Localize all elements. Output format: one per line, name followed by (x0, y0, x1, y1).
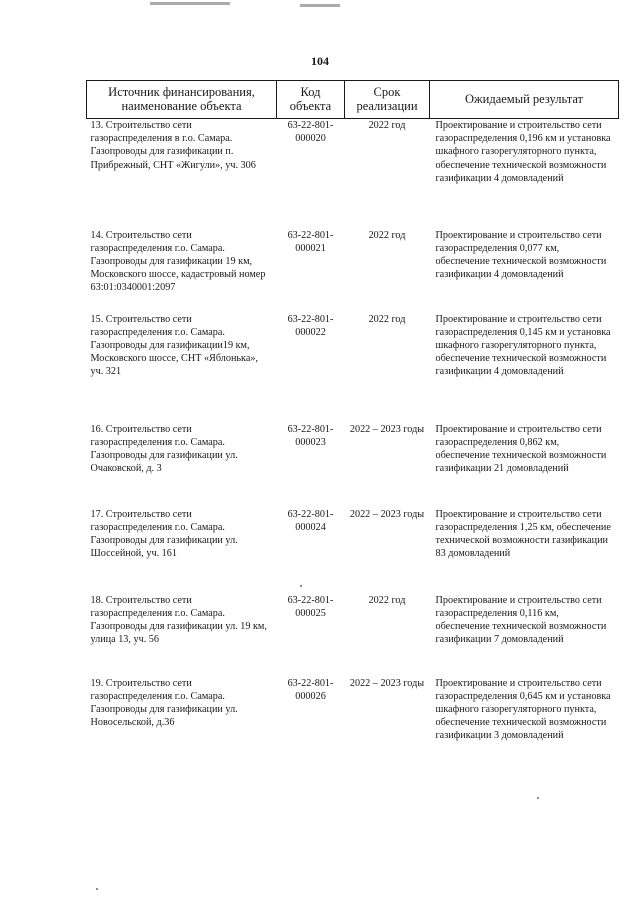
cell-source: 13. Строительство сети газораспределения в г.о. Самара. Газопроводы для газификации п. Прибрежный, СНТ «Жигули», уч. 306 (90, 120, 256, 171)
cell-result: Проектирование и строительство сети газораспределения 0,145 км и установка шкафного газорегуляторного пункта, обеспечение технической возможности газификации 4 домовладений (435, 313, 611, 378)
table-row (87, 508, 619, 594)
cell-source: 17. Строительство сети газораспределения г.о. Самара. Газопроводы для газификации ул. Шоссейной, уч. 161 (90, 508, 238, 560)
cell-source: 16. Строительство сети газораспределения г.о. Самара. Газопроводы для газификации ул. Очаковской, д. 3 (90, 423, 238, 475)
table-row (87, 229, 619, 313)
scan-speck (537, 797, 539, 799)
cell-code: 63-22-801-000025 (287, 594, 334, 619)
header-source: Источник финансирования, наименование объекта (87, 81, 277, 119)
cell-code: 63-22-801-000024 (287, 508, 334, 533)
scan-speck (300, 585, 302, 587)
cell-term: 2022 – 2023 годы (349, 677, 425, 689)
table-row (87, 119, 619, 229)
cell-term: 2022 год (368, 120, 406, 131)
table-row (87, 677, 619, 789)
cell-code: 63-22-801-000022 (287, 313, 334, 338)
header-term: Срок реализации (345, 81, 430, 119)
header-result: Ожидаемый результат (430, 81, 619, 119)
cell-code: 63-22-801-000023 (287, 423, 334, 448)
scan-artifact (300, 4, 340, 7)
cell-source: 19. Строительство сети газораспределения г.о. Самара. Газопроводы для газификации ул. Новосельской, д.36 (90, 677, 238, 729)
cell-result: Проектирование и строительство сети газораспределения 0,645 км и установка шкафного газорегуляторного пункта, обеспечение технической возможности газификации 3 домовладений (435, 677, 611, 742)
cell-code: 63-22-801-000020 (287, 120, 334, 145)
cell-result: Проектирование и строительство сети газораспределения 1,25 км, обеспечение технической возможности газификации 83 домовладений (435, 508, 611, 560)
cell-source: 14. Строительство сети газораспределения г.о. Самара. Газопроводы для газификации 19 км, Московского шоссе, кадастровый номер 63:01:0340001:2097 (90, 229, 266, 294)
cell-term: 2022 год (368, 229, 406, 241)
cell-code: 63-22-801-000026 (287, 677, 334, 702)
cell-result: Проектирование и строительство сети газораспределения 0,077 км, обеспечение технической возможности газификации 4 домовладений (435, 229, 607, 281)
table-row (87, 594, 619, 677)
cell-code: 63-22-801-000021 (287, 229, 334, 254)
table-row (87, 313, 619, 423)
cell-result: Проектирование и строительство сети газораспределения 0,116 км, обеспечение технической возможности газификации 7 домовладений (435, 594, 607, 646)
page-number: 104 (311, 54, 329, 68)
cell-source: 15. Строительство сети газораспределения г.о. Самара. Газопроводы для газификации19 км, Московского шоссе, СНТ «Яблонька», уч. 321 (90, 313, 259, 378)
table-row (87, 423, 619, 508)
table-body (87, 119, 619, 789)
cell-term: 2022 год (368, 594, 406, 606)
scan-speck (96, 888, 98, 890)
cell-result: Проектирование и строительство сети газораспределения 0,196 км и установка шкафного газорегуляторного пункта, обеспечение технической возможности газификации 4 домовладений (435, 120, 611, 184)
table-header (87, 81, 619, 119)
header-row (87, 81, 619, 119)
scan-artifact (150, 2, 230, 5)
cell-result: Проектирование и строительство сети газораспределения 0,862 км, обеспечение технической возможности газификации 21 домовладений (435, 423, 607, 475)
cell-term: 2022 – 2023 годы (349, 423, 425, 435)
cell-term: 2022 год (368, 313, 406, 325)
cell-source: 18. Строительство сети газораспределения г.о. Самара. Газопроводы для газификации ул. 19 км, улица 13, уч. 56 (90, 594, 267, 646)
cell-term: 2022 – 2023 годы (349, 508, 425, 520)
header-code: Код объекта (277, 81, 345, 119)
financing-table (86, 80, 619, 789)
